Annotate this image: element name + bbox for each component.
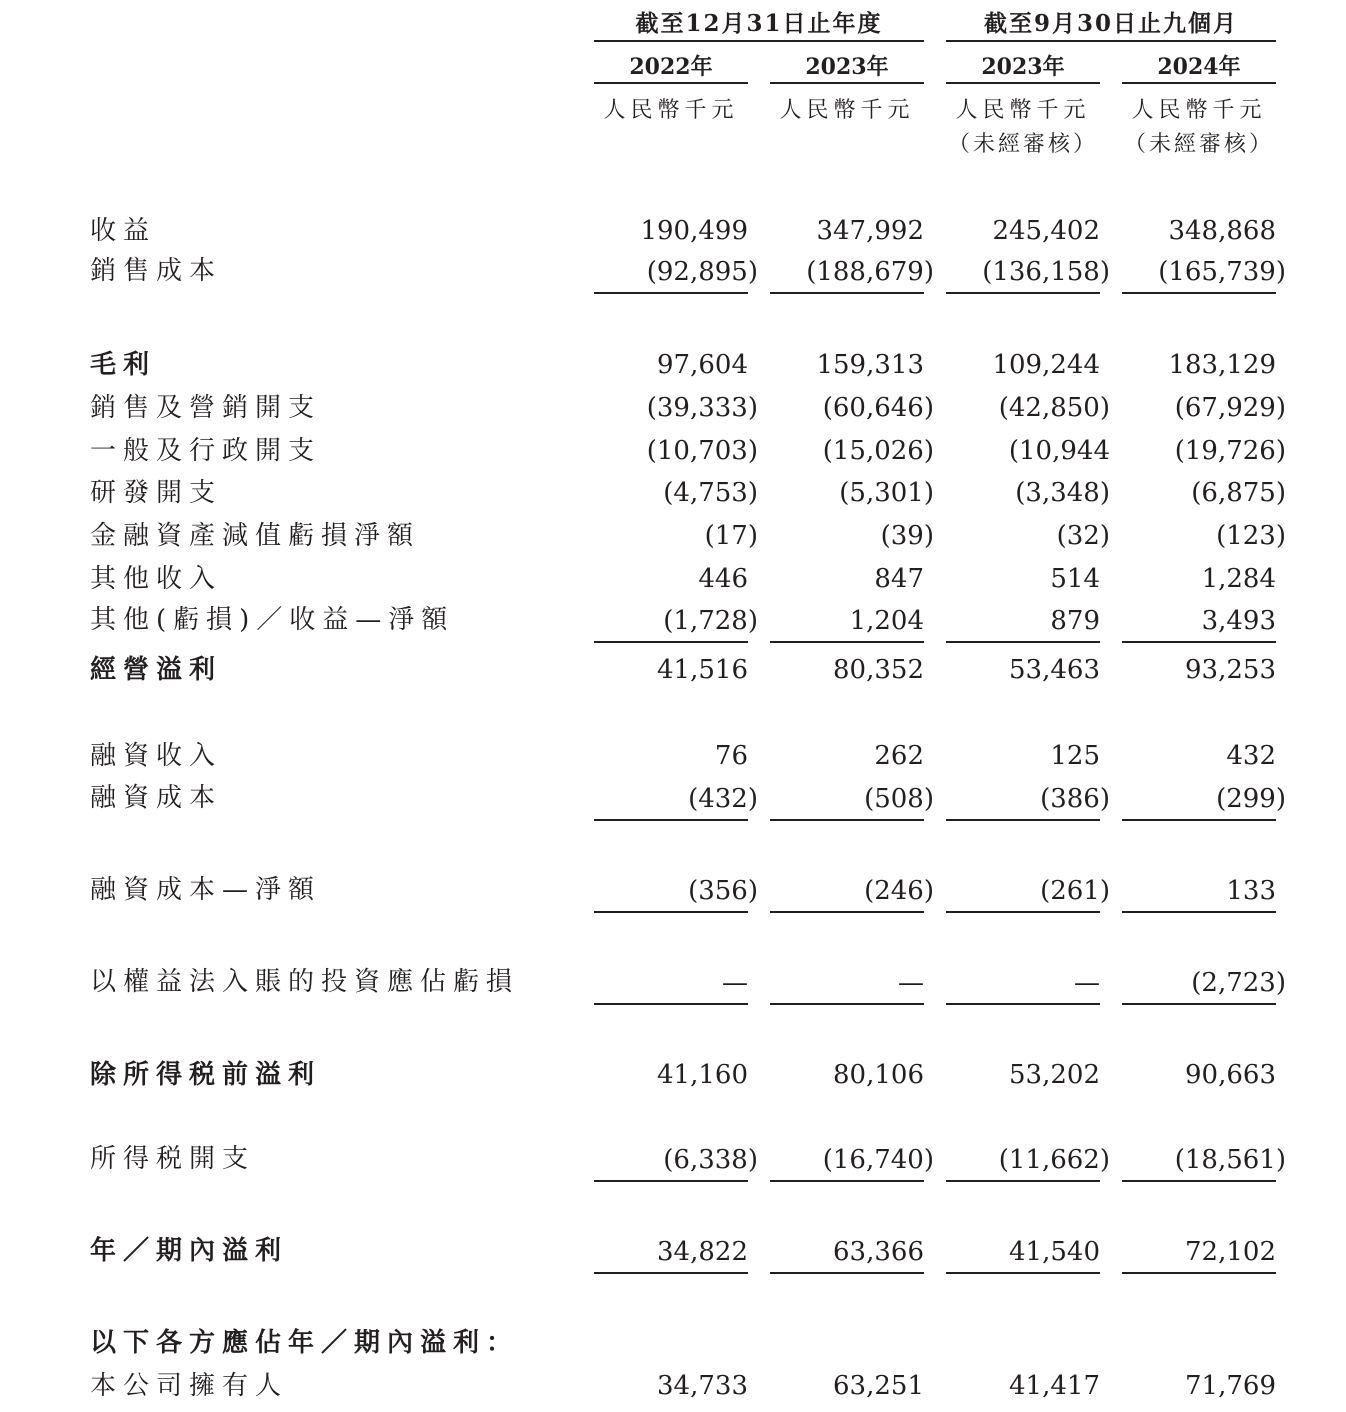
- cell-value: 514: [1050, 564, 1100, 594]
- cell-value: (15,026): [822, 436, 934, 466]
- row-gross-profit: [0, 344, 1346, 386]
- cell-value: (32): [1056, 521, 1110, 551]
- cell-value: (386): [946, 777, 1100, 821]
- cell-value: (19,726): [1174, 436, 1286, 466]
- cell-value: 63,251: [833, 1371, 924, 1401]
- cell-value: 97,604: [657, 350, 748, 380]
- row-impairment: [0, 515, 1346, 557]
- row-label: 所得税開支: [90, 1144, 256, 1174]
- row-label: 融資成本—淨額: [90, 875, 322, 905]
- row-general-admin: [0, 430, 1346, 472]
- cell-value: —: [594, 961, 748, 1005]
- cell-value: 432: [1226, 741, 1276, 771]
- header-group-fy: 截至12月31日止年度: [594, 8, 924, 42]
- row-label: 以下各方應佔年／期內溢利：: [90, 1328, 520, 1358]
- cell-value: 1,284: [1201, 564, 1276, 594]
- row-finance-costs: [0, 777, 1346, 819]
- cell-value: 183,129: [1168, 350, 1276, 380]
- row-label: 經營溢利: [90, 655, 223, 685]
- unaudited-note-1: （未經審核）: [947, 132, 1098, 157]
- currency-header-4: 人民幣千元 （未經審核）: [1122, 94, 1276, 162]
- row-attributable-heading: [0, 1322, 1346, 1364]
- cell-value: (39): [880, 521, 934, 551]
- cell-value: (6,875): [1191, 478, 1286, 508]
- cell-value: (6,338): [594, 1138, 748, 1182]
- row-label: 收益: [90, 216, 157, 246]
- row-cost-of-sales: [0, 250, 1346, 292]
- row-rnd: [0, 472, 1346, 514]
- cell-value: 133: [1122, 869, 1276, 913]
- cell-value: (299): [1122, 777, 1276, 821]
- cell-value: (1,728): [594, 599, 748, 643]
- row-label: 其他(虧損)／收益—淨額: [90, 605, 455, 635]
- row-income-tax: [0, 1138, 1346, 1180]
- cell-value: 446: [698, 564, 748, 594]
- cell-value: 53,202: [1009, 1060, 1100, 1090]
- cell-value: (136,158): [946, 250, 1100, 294]
- cell-value: 41,417: [1009, 1371, 1100, 1401]
- year-header-2023-9m: 2023年: [946, 52, 1100, 84]
- currency-header-1: 人民幣千元: [603, 98, 739, 123]
- cell-value: 125: [1050, 741, 1100, 771]
- row-profit-for-period: [0, 1230, 1346, 1272]
- year-header-2024-9m: 2024年: [1122, 52, 1276, 84]
- row-label: 銷售及營銷開支: [90, 393, 322, 423]
- row-finance-costs-net: [0, 869, 1346, 911]
- cell-value: 262: [874, 741, 924, 771]
- cell-value: 93,253: [1185, 655, 1276, 685]
- cell-value: 41,516: [657, 655, 748, 685]
- currency-header-3: 人民幣千元 （未經審核）: [946, 94, 1100, 162]
- row-operating-profit: [0, 649, 1346, 691]
- cell-value: (10,703): [646, 436, 758, 466]
- unaudited-note-2: （未經審核）: [1123, 132, 1274, 157]
- cell-value: 80,106: [833, 1060, 924, 1090]
- cell-value: (261): [946, 869, 1100, 913]
- cell-value: 34,733: [657, 1371, 748, 1401]
- cell-value: —: [946, 961, 1100, 1005]
- cell-value: 63,366: [770, 1230, 924, 1274]
- row-label: 金融資產減值虧損淨額: [90, 521, 421, 551]
- row-label: 其他收入: [90, 564, 223, 594]
- cell-value: (123): [1216, 521, 1286, 551]
- header-group-9m: 截至9月30日止九個月: [946, 8, 1276, 42]
- cell-value: (508): [770, 777, 924, 821]
- row-label: 銷售成本: [90, 256, 223, 286]
- cell-value: 3,493: [1122, 599, 1276, 643]
- row-other-gains: [0, 599, 1346, 641]
- row-other-income: [0, 558, 1346, 600]
- row-selling-marketing: [0, 387, 1346, 429]
- cell-value: (16,740): [770, 1138, 924, 1182]
- cell-value: 41,540: [946, 1230, 1100, 1274]
- row-label: 毛利: [90, 350, 157, 380]
- cell-value: 847: [874, 564, 924, 594]
- row-label: 年／期內溢利: [90, 1236, 289, 1266]
- cell-value: (67,929): [1174, 393, 1286, 423]
- currency-header-2: 人民幣千元: [779, 98, 915, 123]
- cell-value: 347,992: [816, 216, 924, 246]
- cell-value: 90,663: [1185, 1060, 1276, 1090]
- cell-value: (18,561): [1122, 1138, 1276, 1182]
- cell-value: 76: [714, 741, 748, 771]
- year-header-2023-fy: 2023年: [770, 52, 924, 84]
- row-label: 融資成本: [90, 783, 223, 813]
- cell-value: (42,850): [998, 393, 1110, 423]
- cell-value: 34,822: [594, 1230, 748, 1274]
- row-label: 以權益法入賬的投資應佔虧損: [90, 967, 520, 997]
- cell-value: 72,102: [1122, 1230, 1276, 1274]
- cell-value: 109,244: [992, 350, 1100, 380]
- cell-value: (165,739): [1122, 250, 1276, 294]
- cell-value: (2,723): [1122, 961, 1276, 1005]
- row-label: 除所得税前溢利: [90, 1060, 322, 1090]
- row-owners-of-company: [0, 1365, 1346, 1407]
- row-label: 研發開支: [90, 478, 223, 508]
- cell-value: (11,662): [946, 1138, 1100, 1182]
- cell-value: 245,402: [992, 216, 1100, 246]
- cell-value: (17): [704, 521, 758, 551]
- cell-value: 80,352: [833, 655, 924, 685]
- cell-value: 190,499: [640, 216, 748, 246]
- cell-value: (39,333): [646, 393, 758, 423]
- cell-value: (246): [770, 869, 924, 913]
- cell-value: 348,868: [1168, 216, 1276, 246]
- cell-value: 53,463: [1009, 655, 1100, 685]
- cell-value: (356): [594, 869, 748, 913]
- row-label: 一般及行政開支: [90, 436, 322, 466]
- cell-value: (10,944: [1008, 436, 1110, 466]
- row-profit-before-tax: [0, 1054, 1346, 1096]
- cell-value: (92,895): [594, 250, 748, 294]
- cell-value: 71,769: [1185, 1371, 1276, 1401]
- row-share-of-losses: [0, 961, 1346, 1003]
- cell-value: (432): [594, 777, 748, 821]
- cell-value: (60,646): [822, 393, 934, 423]
- row-label: 本公司擁有人: [90, 1371, 289, 1401]
- cell-value: (5,301): [839, 478, 934, 508]
- row-revenue: [0, 210, 1346, 252]
- cell-value: (188,679): [770, 250, 924, 294]
- cell-value: 159,313: [816, 350, 924, 380]
- cell-value: 41,160: [657, 1060, 748, 1090]
- cell-value: (3,348): [1015, 478, 1110, 508]
- cell-value: 879: [946, 599, 1100, 643]
- cell-value: —: [770, 961, 924, 1005]
- row-label: 融資收入: [90, 741, 223, 771]
- cell-value: 1,204: [770, 599, 924, 643]
- cell-value: (4,753): [663, 478, 758, 508]
- year-header-2022: 2022年: [594, 52, 748, 84]
- row-finance-income: [0, 735, 1346, 777]
